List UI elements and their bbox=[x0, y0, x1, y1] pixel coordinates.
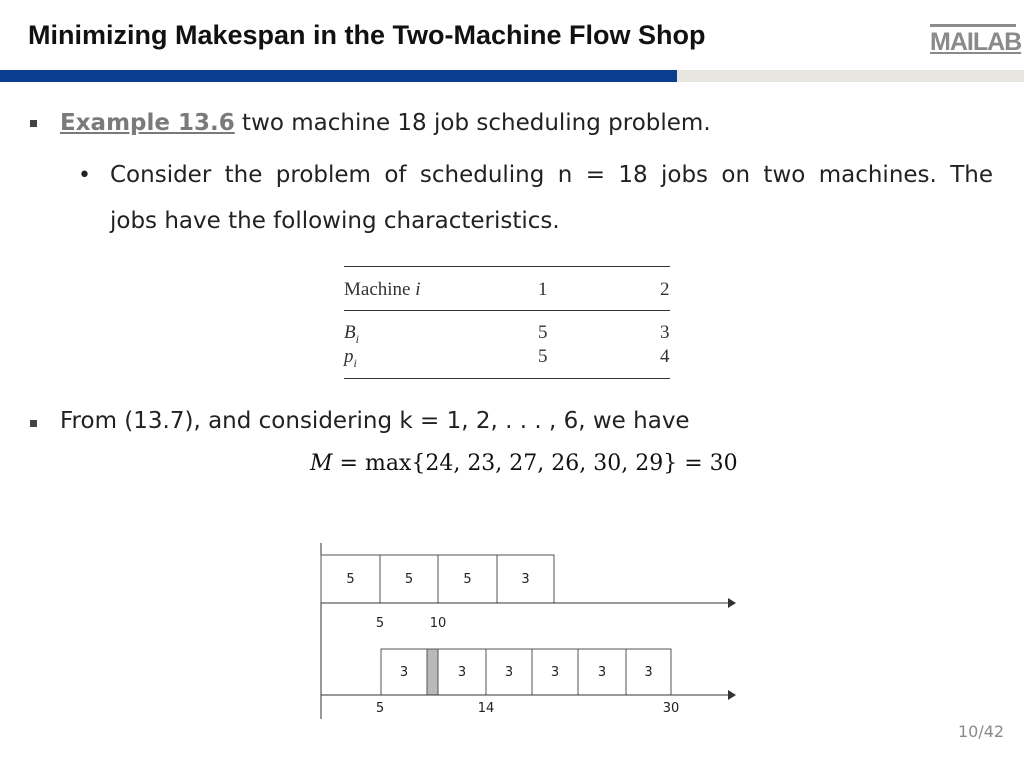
sub-bullet-line1: Consider the problem of scheduling n = 18 jobs on two machines. The bbox=[110, 162, 993, 188]
bullet-example-text: two machine 18 job scheduling problem. bbox=[234, 110, 711, 136]
machine2-axis-label: 14 bbox=[477, 701, 495, 716]
machine2-axis-label: 30 bbox=[662, 701, 680, 716]
table-row-b-col1: 5 bbox=[538, 322, 548, 343]
table-row-p-label: $p_i$ bbox=[344, 346, 357, 370]
table-header-label: Machine i bbox=[344, 279, 421, 300]
machine2-block-label: 3 bbox=[399, 665, 409, 680]
square-bullet-icon bbox=[30, 120, 37, 127]
example-link[interactable]: Example 13.6 bbox=[60, 110, 235, 136]
table-row-p-col2: 4 bbox=[660, 346, 670, 367]
formula-rhs: = max{24, 23, 27, 26, 30, 29} = 30 bbox=[332, 451, 738, 476]
gantt-diagram bbox=[310, 535, 750, 725]
table-header-col2: 2 bbox=[660, 279, 670, 300]
table-mid-rule bbox=[344, 310, 670, 311]
axis-arrow-icon bbox=[728, 598, 736, 608]
machine1-block-label: 5 bbox=[463, 572, 472, 587]
dot-bullet-icon: • bbox=[78, 163, 91, 188]
table-bottom-rule bbox=[344, 378, 670, 379]
machine2-idle-block bbox=[427, 649, 438, 695]
makespan-formula bbox=[310, 451, 738, 476]
header-band-grey bbox=[677, 70, 1024, 82]
slide-title: Minimizing Makespan in the Two-Machine Flow Shop bbox=[28, 20, 706, 50]
machine2-axis-label: 5 bbox=[375, 701, 385, 716]
machine1-block-label: 5 bbox=[346, 572, 355, 587]
table-header-col1: 1 bbox=[538, 279, 548, 300]
formula-lhs: M bbox=[310, 451, 333, 476]
machine2-block-label: 3 bbox=[644, 665, 653, 680]
page-number: 10/42 bbox=[958, 722, 1005, 741]
machine1-block-label: 3 bbox=[521, 572, 530, 587]
bullet-example bbox=[60, 110, 711, 136]
square-bullet-icon bbox=[30, 420, 37, 427]
table-row-p-col1: 5 bbox=[538, 346, 548, 367]
machine1-block-label: 5 bbox=[404, 572, 414, 587]
axis-arrow-icon bbox=[728, 690, 736, 700]
machine1-axis-label: 5 bbox=[375, 616, 385, 631]
machine1-axis-label: 10 bbox=[429, 616, 447, 631]
machine2-block-label: 3 bbox=[597, 665, 607, 680]
table-row-b-label: $B_i$ bbox=[344, 322, 359, 346]
machine2-block-label: 3 bbox=[504, 665, 514, 680]
logo-top-bar bbox=[930, 24, 1016, 27]
bullet-from-text: From (13.7), and considering k = 1, 2, . . . , 6, we have bbox=[60, 408, 690, 434]
logo-text: MAILAB bbox=[930, 28, 1022, 56]
machine2-block-label: 3 bbox=[457, 665, 467, 680]
sub-bullet-line2: jobs have the following characteristics. bbox=[110, 208, 560, 234]
table-top-rule bbox=[344, 266, 670, 267]
machine2-block-label: 3 bbox=[550, 665, 560, 680]
mailab-logo bbox=[930, 22, 1022, 58]
table-row-b-col2: 3 bbox=[660, 322, 670, 343]
header-band-blue bbox=[0, 70, 677, 82]
